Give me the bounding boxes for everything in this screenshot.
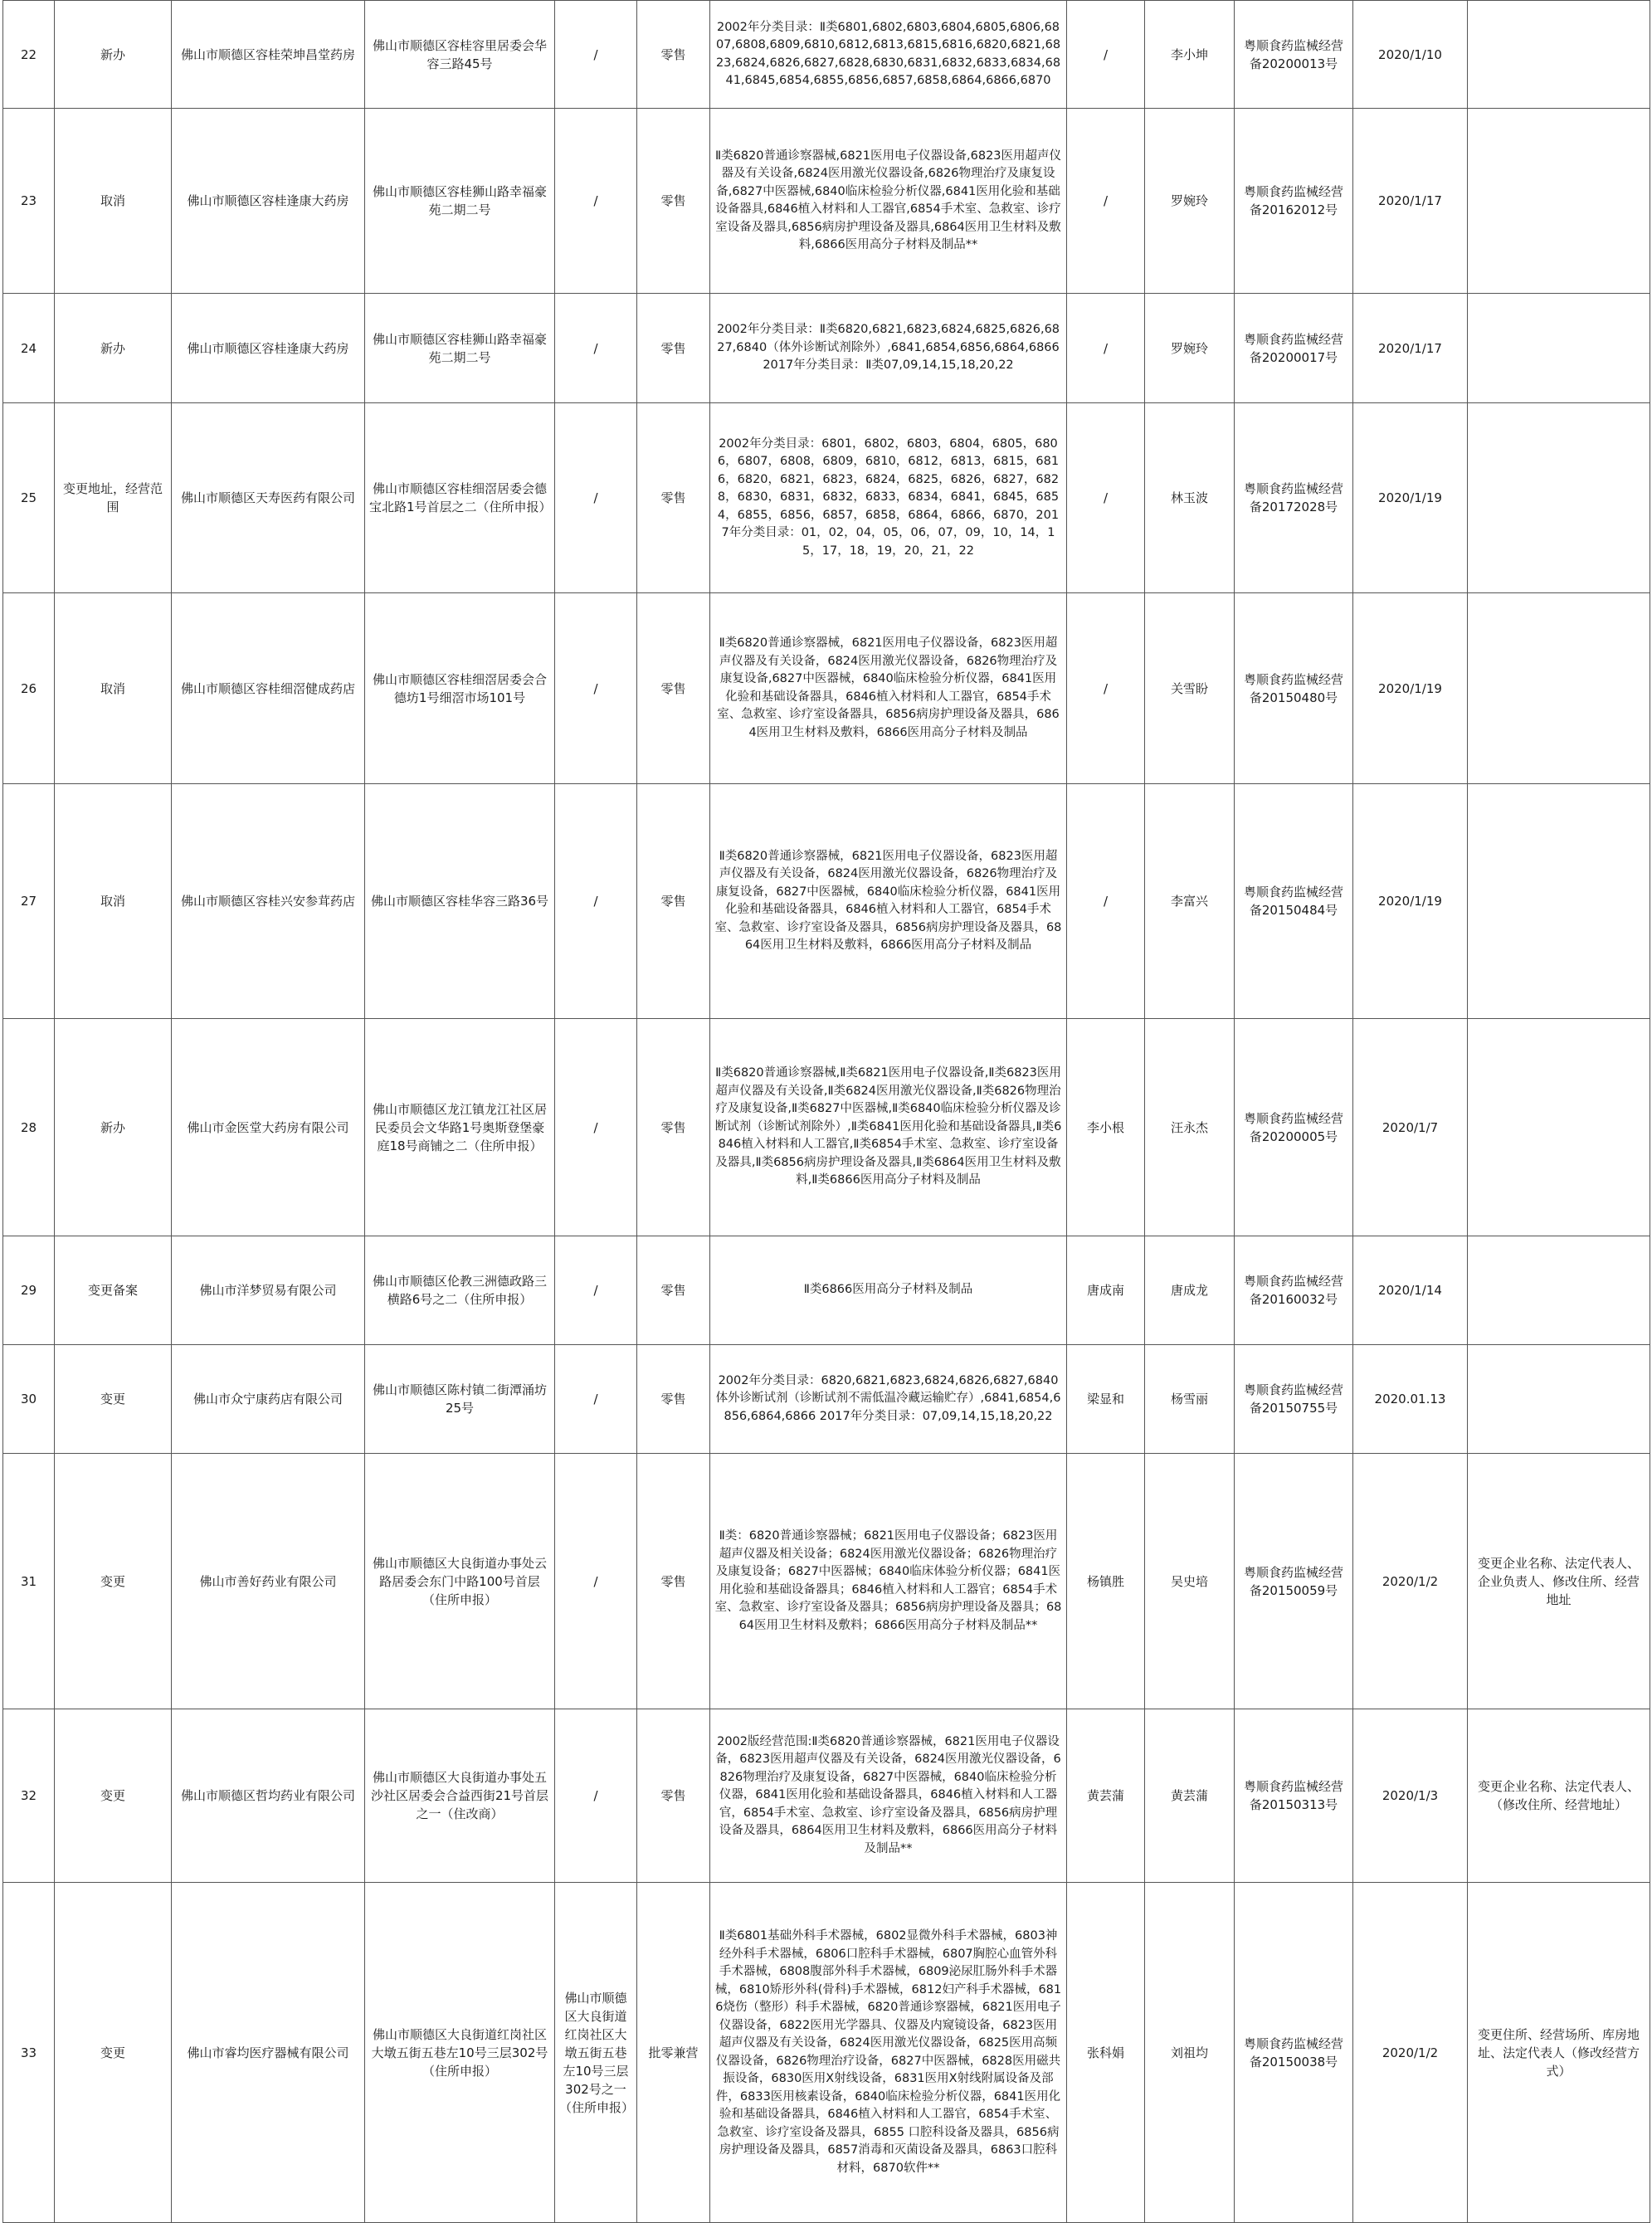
business-mode: 零售	[637, 403, 710, 593]
warehouse-address: /	[555, 109, 637, 294]
warehouse-address: /	[555, 1236, 637, 1345]
filing-type: 取消	[55, 109, 172, 294]
business-mode: 零售	[637, 1019, 710, 1236]
filing-number: 粤顺食药监械经营备20150038号	[1235, 1883, 1353, 2223]
company-name: 佛山市顺德区容桂逢康大药房	[172, 109, 365, 294]
filing-type: 新办	[55, 294, 172, 403]
table-body	[3, 1, 1650, 2223]
business-mode: 零售	[637, 1709, 710, 1883]
table-row	[3, 1345, 1650, 1454]
company-name: 佛山市睿均医疗器械有限公司	[172, 1883, 365, 2223]
business-address: 佛山市顺德区容桂细滘居委会德宝北路1号首层之二（住所申报）	[365, 403, 555, 593]
business-mode: 零售	[637, 1236, 710, 1345]
filing-type: 变更	[55, 1883, 172, 2223]
filing-type: 变更	[55, 1709, 172, 1883]
company-name: 佛山市顺德区天寿医药有限公司	[172, 403, 365, 593]
company-name: 佛山市善好药业有限公司	[172, 1454, 365, 1709]
filing-type: 变更备案	[55, 1236, 172, 1345]
business-mode: 零售	[637, 593, 710, 784]
warehouse-address: /	[555, 1, 637, 109]
filing-date: 2020/1/14	[1353, 1236, 1468, 1345]
filing-type: 变更	[55, 1345, 172, 1454]
filing-number: 粤顺食药监械经营备20150480号	[1235, 593, 1353, 784]
remark	[1468, 1345, 1650, 1454]
filing-number: 粤顺食药监械经营备20200013号	[1235, 1, 1353, 109]
filing-type: 新办	[55, 1019, 172, 1236]
remark	[1468, 593, 1650, 784]
remark	[1468, 1, 1650, 109]
legal-representative: /	[1067, 294, 1145, 403]
warehouse-address: /	[555, 593, 637, 784]
business-mode: 批零兼营	[637, 1883, 710, 2223]
principal: 李小坤	[1145, 1, 1235, 109]
business-mode: 零售	[637, 1454, 710, 1709]
warehouse-address: /	[555, 1019, 637, 1236]
filing-date: 2020/1/19	[1353, 403, 1468, 593]
business-address: 佛山市顺德区大良街道办事处五沙社区居委会合益西街21号首层之一（住改商）	[365, 1709, 555, 1883]
legal-representative: 梁显和	[1067, 1345, 1145, 1454]
filing-number: 粤顺食药监械经营备20162012号	[1235, 109, 1353, 294]
filing-type: 变更	[55, 1454, 172, 1709]
company-name: 佛山市金医堂大药房有限公司	[172, 1019, 365, 1236]
legal-representative: 李小根	[1067, 1019, 1145, 1236]
remark	[1468, 1236, 1650, 1345]
principal: 杨雪丽	[1145, 1345, 1235, 1454]
business-address: 佛山市顺德区容桂细滘居委会合德坊1号细滘市场101号	[365, 593, 555, 784]
filing-date: 2020/1/10	[1353, 1, 1468, 109]
filing-date: 2020/1/2	[1353, 1883, 1468, 2223]
table-row	[3, 1, 1650, 109]
legal-representative: 杨镇胜	[1067, 1454, 1145, 1709]
row-number: 27	[3, 784, 55, 1019]
filing-date: 2020/1/3	[1353, 1709, 1468, 1883]
business-scope: Ⅱ类6820普通诊察器械,Ⅱ类6821医用电子仪器设备,Ⅱ类6823医用超声仪器及有关设备,Ⅱ类6824医用激光仪器设备,Ⅱ类6826物理治疗及康复设备,Ⅱ类6827中医器械,Ⅱ类6840临床检验分析仪器及诊断试剂（诊断试剂除外）,Ⅱ类6841医用化验和基础设备器具,Ⅱ类6846植入材料和人工器官,Ⅱ类6854手术室、急救室、诊疗室设备及器具,Ⅱ类6856病房护理设备及器具,Ⅱ类6864医用卫生材料及敷料,Ⅱ类6866医用高分子材料及制品	[710, 1019, 1067, 1236]
filing-number: 粤顺食药监械经营备20160032号	[1235, 1236, 1353, 1345]
principal: 刘祖均	[1145, 1883, 1235, 2223]
row-number: 29	[3, 1236, 55, 1345]
filing-number: 粤顺食药监械经营备20150484号	[1235, 784, 1353, 1019]
remark	[1468, 403, 1650, 593]
legal-representative: /	[1067, 593, 1145, 784]
remark	[1468, 1019, 1650, 1236]
filing-date: 2020/1/19	[1353, 784, 1468, 1019]
row-number: 22	[3, 1, 55, 109]
principal: 黄芸蒲	[1145, 1709, 1235, 1883]
table-row	[3, 1236, 1650, 1345]
business-scope: Ⅱ类6866医用高分子材料及制品	[710, 1236, 1067, 1345]
business-address: 佛山市顺德区容桂华容三路36号	[365, 784, 555, 1019]
legal-representative: /	[1067, 784, 1145, 1019]
business-address: 佛山市顺德区容桂狮山路幸福豪苑二期二号	[365, 294, 555, 403]
principal: 李富兴	[1145, 784, 1235, 1019]
business-scope: Ⅱ类6820普通诊察器械，6821医用电子仪器设备，6823医用超声仪器及有关设备，6824医用激光仪器设备，6826物理治疗及康复设备,6827中医器械，6840临床检验分析仪器，6841医用化验和基础设备器具，6846植入材料和人工器官，6854手术室、急救室、诊疗室设备器具，6856病房护理设备及器具，6864医用卫生材料及敷料，6866医用高分子材料及制品	[710, 593, 1067, 784]
table-row	[3, 784, 1650, 1019]
business-scope: Ⅱ类6801基础外科手术器械，6802显微外科手术器械，6803神经外科手术器械，6806口腔科手术器械，6807胸腔心血管外科手术器械，6808腹部外科手术器械，6809泌尿肛肠外科手术器械，6810矫形外科(骨科)手术器械，6812妇产科手术器械，6816烧伤（整形）科手术器械，6820普通诊察器械，6821医用电子仪器设备，6822医用光学器具、仪器及内窥镜设备，6823医用超声仪器及有关设备，6824医用激光仪器设备，6825医用高频仪器设备，6826物理治疗设备，6827中医器械，6828医用磁共振设备，6830医用X射线设备，6831医用X射线附属设备及部件，6833医用核素设备，6840临床检验分析仪器，6841医用化验和基础设备器具，6846植入材料和人工器官，6854手术室、急救室、诊疗室设备及器具，6855 口腔科设备及器具，6856病房护理设备及器具，6857消毒和灭菌设备及器具，6863口腔科材料，6870软件**	[710, 1883, 1067, 2223]
principal: 唐成龙	[1145, 1236, 1235, 1345]
business-address: 佛山市顺德区容桂狮山路幸福豪苑二期二号	[365, 109, 555, 294]
filing-date: 2020/1/2	[1353, 1454, 1468, 1709]
company-name: 佛山市顺德区容桂细滘健成药店	[172, 593, 365, 784]
business-address: 佛山市顺德区容桂容里居委会华容三路45号	[365, 1, 555, 109]
principal: 林玉波	[1145, 403, 1235, 593]
filing-number: 粤顺食药监械经营备20150313号	[1235, 1709, 1353, 1883]
row-number: 32	[3, 1709, 55, 1883]
filing-number: 粤顺食药监械经营备20200005号	[1235, 1019, 1353, 1236]
principal: 吴史培	[1145, 1454, 1235, 1709]
row-number: 31	[3, 1454, 55, 1709]
business-address: 佛山市顺德区伦教三洲德政路三横路6号之二（住所申报）	[365, 1236, 555, 1345]
remark: 变更企业名称、法定代表人、企业负责人、修改住所、经营地址	[1468, 1454, 1650, 1709]
row-number: 30	[3, 1345, 55, 1454]
remark	[1468, 109, 1650, 294]
filing-number: 粤顺食药监械经营备20150059号	[1235, 1454, 1353, 1709]
filing-type: 取消	[55, 784, 172, 1019]
business-mode: 零售	[637, 294, 710, 403]
legal-representative: 张科娟	[1067, 1883, 1145, 2223]
principal: 关雪盼	[1145, 593, 1235, 784]
row-number: 23	[3, 109, 55, 294]
remark	[1468, 784, 1650, 1019]
business-address: 佛山市顺德区大良街道红岗社区大墩五街五巷左10号三层302号（住所申报）	[365, 1883, 555, 2223]
filing-date: 2020/1/17	[1353, 294, 1468, 403]
remark	[1468, 294, 1650, 403]
business-scope: 2002年分类目录：6820,6821,6823,6824,6826,6827,6840体外诊断试剂（诊断试剂不需低温冷藏运输贮存）,6841,6854,6856,6864,6866 2017年分类目录：07,09,14,15,18,20,22	[710, 1345, 1067, 1454]
company-name: 佛山市顺德区容桂兴安参茸药店	[172, 784, 365, 1019]
legal-representative: 唐成南	[1067, 1236, 1145, 1345]
warehouse-address: /	[555, 403, 637, 593]
warehouse-address: /	[555, 1345, 637, 1454]
company-name: 佛山市顺德区容桂荣坤昌堂药房	[172, 1, 365, 109]
row-number: 33	[3, 1883, 55, 2223]
row-number: 26	[3, 593, 55, 784]
filing-date: 2020/1/19	[1353, 593, 1468, 784]
business-scope: Ⅱ类：6820普通诊察器械；6821医用电子仪器设备；6823医用超声仪器及相关设备；6824医用激光仪器设备；6826物理治疗及康复设备；6827中医器械；6840临床体验分析仪器；6841医用化验和基础设备器具；6846植入材料和人工器官；6854手术室、急救室、诊疗室设备及器具；6856病房护理设备及器具；6864医用卫生材料及敷料；6866医用高分子材料及制品**	[710, 1454, 1067, 1709]
warehouse-address: /	[555, 1709, 637, 1883]
business-scope: 2002年分类目录：Ⅱ类6820,6821,6823,6824,6825,6826,6827,6840（体外诊断试剂除外）,6841,6854,6856,6864,6866 2017年分类目录：Ⅱ类07,09,14,15,18,20,22	[710, 294, 1067, 403]
principal: 罗婉玲	[1145, 109, 1235, 294]
company-name: 佛山市顺德区哲均药业有限公司	[172, 1709, 365, 1883]
table-row	[3, 294, 1650, 403]
legal-representative: /	[1067, 109, 1145, 294]
table-row	[3, 1019, 1650, 1236]
table-row	[3, 403, 1650, 593]
warehouse-address: /	[555, 294, 637, 403]
business-mode: 零售	[637, 784, 710, 1019]
filing-type: 新办	[55, 1, 172, 109]
legal-representative: /	[1067, 403, 1145, 593]
filing-date: 2020.01.13	[1353, 1345, 1468, 1454]
business-scope: 2002年分类目录：6801，6802，6803，6804，6805，6806，6807，6808，6809，6810，6812，6813，6815，6816，6820，6821，6823，6824，6825，6826，6827，6828，6830，6831，6832，6833，6834，6841，6845，6854，6855，6856，6857，6858，6864，6866，6870，2017年分类目录：01，02，04，05，06，07，09，10，14，15，17，18，19，20，21，22	[710, 403, 1067, 593]
company-name: 佛山市顺德区容桂逢康大药房	[172, 294, 365, 403]
filing-date: 2020/1/17	[1353, 109, 1468, 294]
business-mode: 零售	[637, 1345, 710, 1454]
filing-type: 取消	[55, 593, 172, 784]
principal: 汪永杰	[1145, 1019, 1235, 1236]
table-row	[3, 1883, 1650, 2223]
business-scope: Ⅱ类6820普通诊察器械,6821医用电子仪器设备,6823医用超声仪器及有关设备,6824医用激光仪器设备,6826物理治疗及康复设备,6827中医器械,6840临床检验分析仪器,6841医用化验和基础设备器具,6846植入材料和人工器官,6854手术室、急救室、诊疗室设备及器具,6856病房护理设备及器具,6864医用卫生材料及敷料,6866医用高分子材料及制品**	[710, 109, 1067, 294]
business-address: 佛山市顺德区大良街道办事处云路居委会东门中路100号首层（住所申报）	[365, 1454, 555, 1709]
business-address: 佛山市顺德区龙江镇龙江社区居民委员会文华路1号奥斯登堡豪庭18号商铺之二（住所申报）	[365, 1019, 555, 1236]
warehouse-address: /	[555, 784, 637, 1019]
filing-number: 粤顺食药监械经营备20200017号	[1235, 294, 1353, 403]
business-scope: 2002版经营范围:Ⅱ类6820普通诊察器械，6821医用电子仪器设备，6823医用超声仪器及有关设备，6824医用激光仪器设备，6826物理治疗及康复设备，6827中医器械，6840临床检验分析仪器，6841医用化验和基础设备器具，6846植入材料和人工器官，6854手术室、急救室、诊疗室设备及器具，6856病房护理设备及器具，6864医用卫生材料及敷料，6866医用高分子材料及制品**	[710, 1709, 1067, 1883]
row-number: 25	[3, 403, 55, 593]
business-address: 佛山市顺德区陈村镇二街潭涌坊25号	[365, 1345, 555, 1454]
principal: 罗婉玲	[1145, 294, 1235, 403]
filing-number: 粤顺食药监械经营备20172028号	[1235, 403, 1353, 593]
business-mode: 零售	[637, 109, 710, 294]
record-table	[2, 0, 1650, 2223]
table-row	[3, 1454, 1650, 1709]
company-name: 佛山市众宁康药店有限公司	[172, 1345, 365, 1454]
table-row	[3, 1709, 1650, 1883]
filing-date: 2020/1/7	[1353, 1019, 1468, 1236]
table-row	[3, 109, 1650, 294]
legal-representative: /	[1067, 1, 1145, 109]
legal-representative: 黄芸蒲	[1067, 1709, 1145, 1883]
business-mode: 零售	[637, 1, 710, 109]
business-scope: 2002年分类目录：Ⅱ类6801,6802,6803,6804,6805,6806,6807,6808,6809,6810,6812,6813,6815,6816,6820,6821,6823,6824,6826,6827,6828,6830,6831,6832,6833,6834,6841,6845,6854,6855,6856,6857,6858,6864,6866,6870	[710, 1, 1067, 109]
warehouse-address: /	[555, 1454, 637, 1709]
business-scope: Ⅱ类6820普通诊察器械，6821医用电子仪器设备，6823医用超声仪器及有关设备，6824医用激光仪器设备，6826物理治疗及康复设备，6827中医器械，6840临床检验分析仪器，6841医用化验和基础设备器具，6846植入材料和人工器官，6854手术室、急救室、诊疗室设备及器具，6856病房护理设备及器具，6864医用卫生材料及敷料，6866医用高分子材料及制品	[710, 784, 1067, 1019]
row-number: 24	[3, 294, 55, 403]
remark: 变更企业名称、法定代表人、（修改住所、经营地址）	[1468, 1709, 1650, 1883]
company-name: 佛山市洋梦贸易有限公司	[172, 1236, 365, 1345]
remark: 变更住所、经营场所、库房地址、法定代表人（修改经营方式）	[1468, 1883, 1650, 2223]
filing-number: 粤顺食药监械经营备20150755号	[1235, 1345, 1353, 1454]
table-row	[3, 593, 1650, 784]
warehouse-address: 佛山市顺德区大良街道红岗社区大墩五街五巷左10号三层302号之一（住所申报）	[555, 1883, 637, 2223]
filing-type: 变更地址，经营范围	[55, 403, 172, 593]
row-number: 28	[3, 1019, 55, 1236]
